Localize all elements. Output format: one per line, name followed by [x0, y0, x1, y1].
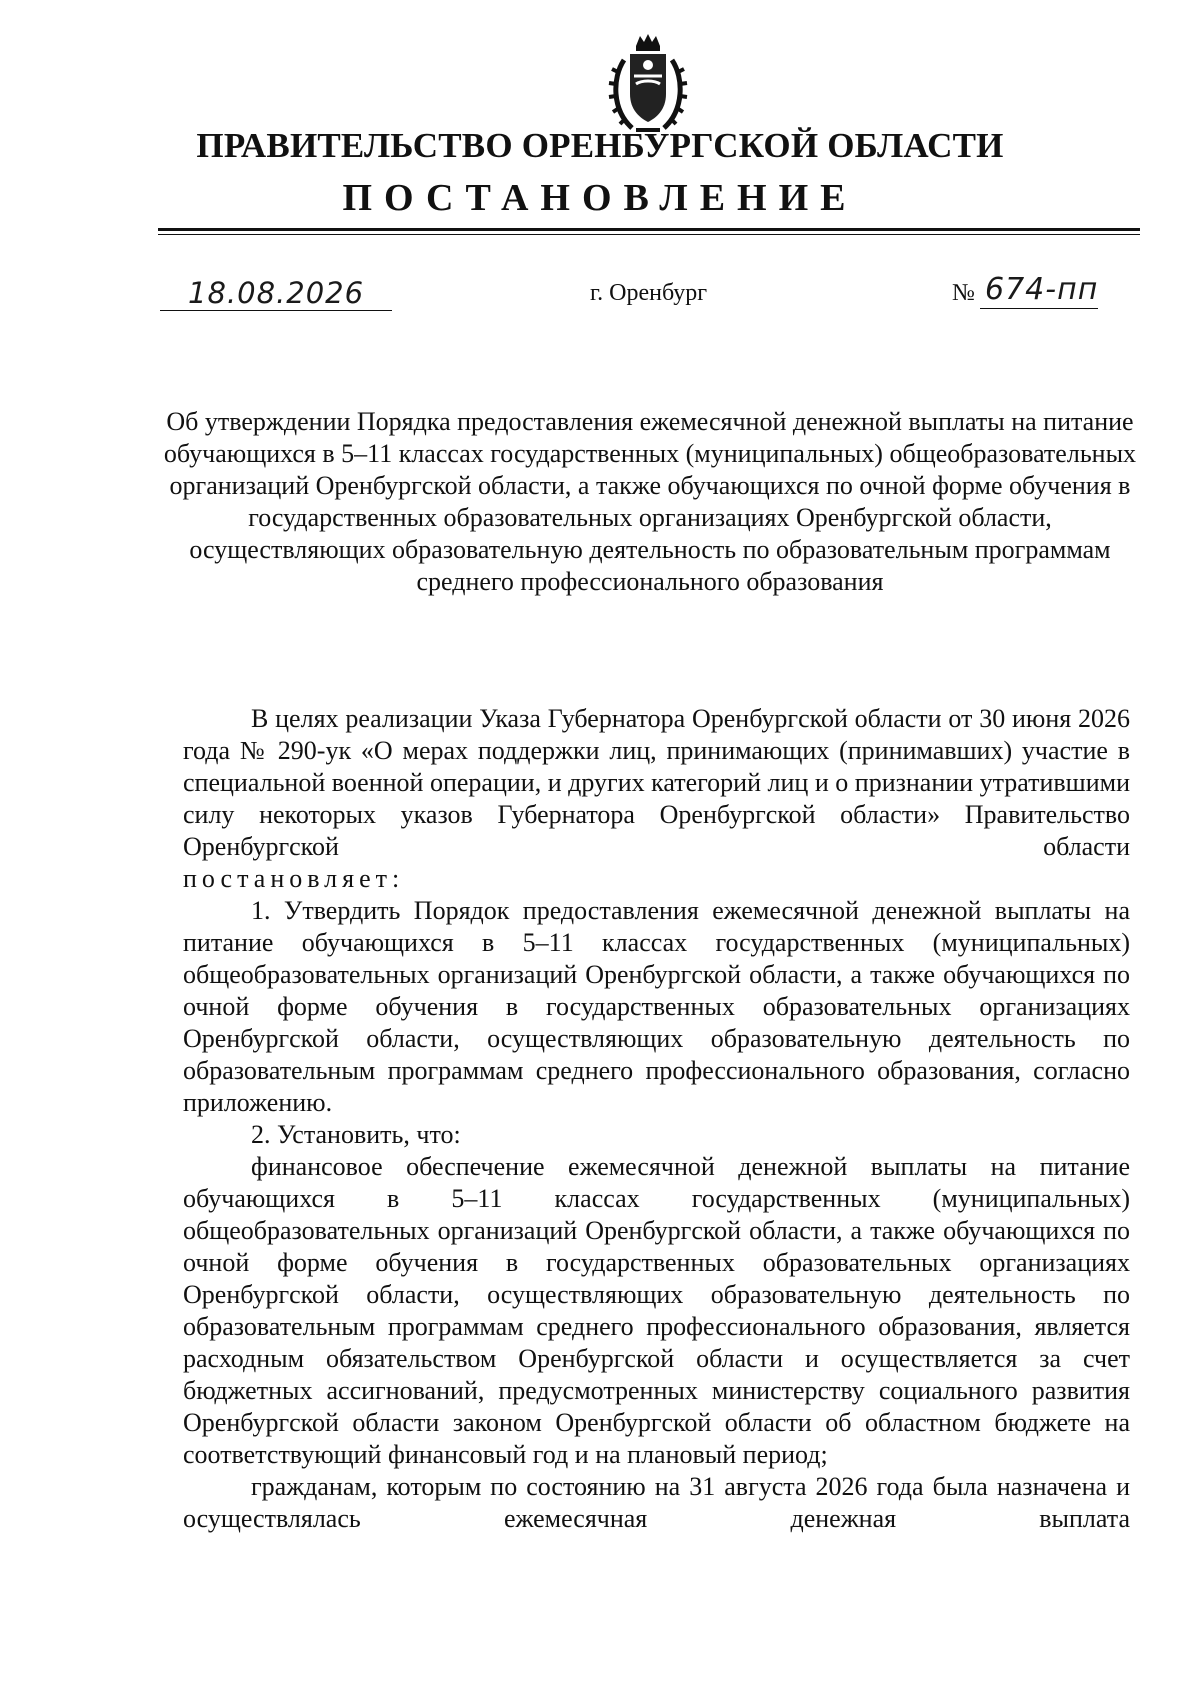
document-number: 674-пп [985, 272, 1099, 307]
document-city: г. Оренбург [590, 280, 708, 306]
preamble-paragraph: В целях реализации Указа Губернатора Оренбургской области от 30 июня 2026 года № 290-ук «О мерах поддержки лиц, принимающих (принимавших) участие в специальной военной операции, и других категорий лиц и о признании утратившими силу некоторых указов Губернатора Оренбургской области» Правительство Оренбургской области [183, 704, 1130, 861]
item-2-heading: 2. Установить, что: [251, 1120, 461, 1149]
number-sign: № [952, 280, 975, 306]
organization-name: ПРАВИТЕЛЬСТВО ОРЕНБУРГСКОЙ ОБЛАСТИ [196, 126, 1004, 165]
date-underline [160, 310, 392, 311]
item-2-citizens-paragraph: гражданам, которым по состоянию на 31 августа 2026 года была назначена и осуществлялась ежемесячная денежная выплата [183, 1472, 1130, 1533]
resolves-statement [183, 863, 1130, 895]
item-1-paragraph: 1. Утвердить Порядок предоставления ежемесячной денежной выплаты на питание обучающихся в 5–11 классах государственных (муниципальных) общеобразовательных организаций Оренбургской области, а также обучающихся по очной форме обучения в государственных образовательных организациях Оренбургской области, осуществляющих образовательную деятельность по образовательным программам среднего профессионального образования, согласно приложению. [183, 896, 1130, 1117]
document-body [183, 703, 1130, 1535]
resolves-text: постановляет: [183, 864, 405, 893]
number-underline [980, 308, 1098, 309]
header-divider-thin [158, 234, 1140, 235]
document-title: Об утверждении Порядка предоставления ежемесячной денежной выплаты на питание обучающихся в 5–11 классах государственных (муниципальных) общеобразовательных организаций Оренбургской области, а также обучающихся по очной форме обучения в государственных образовательных организациях Оренбургской области, осуществляющих образовательную деятельность по образовательным программам среднего профессионального образования [163, 407, 1137, 596]
coat-of-arms-icon [606, 32, 690, 136]
header-divider-thick [158, 228, 1140, 231]
document-date: 18.08.2026 [188, 276, 365, 310]
item-2-funding-paragraph: финансовое обеспечение ежемесячной денежной выплаты на питание обучающихся в 5–11 классах государственных (муниципальных) общеобразовательных организаций Оренбургской области, а также обучающихся по очной форме обучения в государственных образовательных организациях Оренбургской области, осуществляющих образовательную деятельность по образовательным программам среднего профессионального образования, является расходным обязательством Оренбургской области и осуществляется за счет бюджетных ассигнований, предусмотренных министерству социального развития Оренбургской области законом Оренбургской области об областном бюджете на соответствующий финансовый год и на плановый период; [183, 1152, 1130, 1469]
document-type: ПОСТАНОВЛЕНИЕ [342, 177, 858, 219]
